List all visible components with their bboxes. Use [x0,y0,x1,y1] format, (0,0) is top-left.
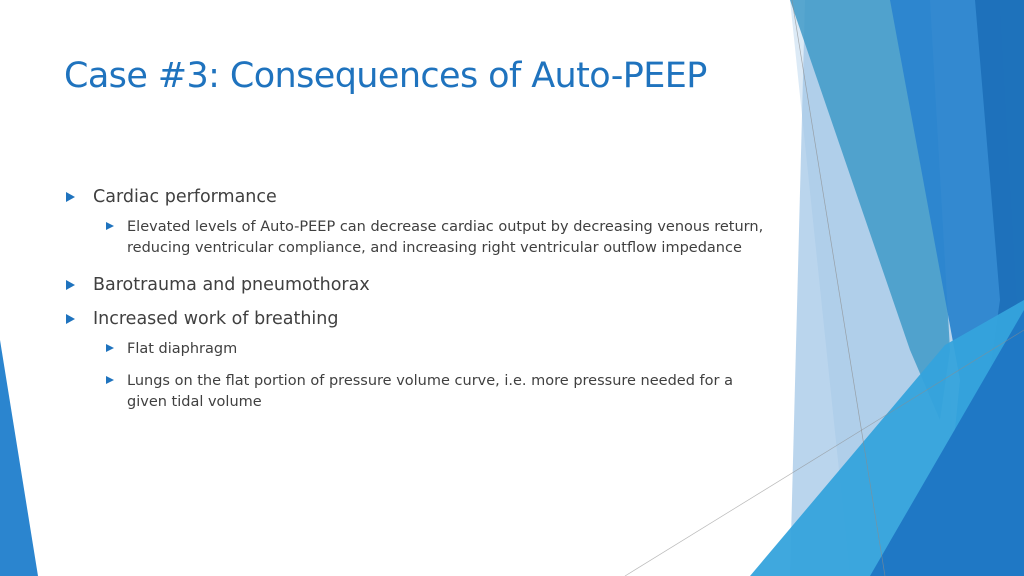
bullet-item-barotrauma [64,272,764,298]
sub-bullet-item-flat-diaphragm [104,339,764,360]
triangle-right-icon [106,222,114,230]
bullet-item-cardiac [64,184,764,210]
slide-title: Case #3: Consequences of Auto-PEEP [64,56,707,96]
bullet-text: Cardiac performance [93,187,277,207]
sub-bullet-text: Elevated levels of Auto-PEEP can decrease cardiac output by decreasing venous return, reducing ventricular compliance, and increasing right ventricular outflow impedance [127,219,764,256]
triangle-right-icon [66,314,75,324]
bullet-text: Barotrauma and pneumothorax [93,275,370,295]
bullet-list [64,184,764,413]
bullet-text: Increased work of breathing [93,309,339,329]
sub-bullet-text: Lungs on the flat portion of pressure volume curve, i.e. more pressure needed for a given tidal volume [127,373,733,410]
sub-bullet-item-pressure-volume [104,371,764,413]
triangle-right-icon [106,344,114,352]
sub-bullet-text: Flat diaphragm [127,341,238,357]
bullet-item-work-of-breathing [64,306,764,332]
triangle-right-icon [66,192,75,202]
triangle-right-icon [106,376,114,384]
deco-shape-left [0,340,38,576]
triangle-right-icon [66,280,75,290]
sub-bullet-item-cardiac-output [104,217,764,259]
